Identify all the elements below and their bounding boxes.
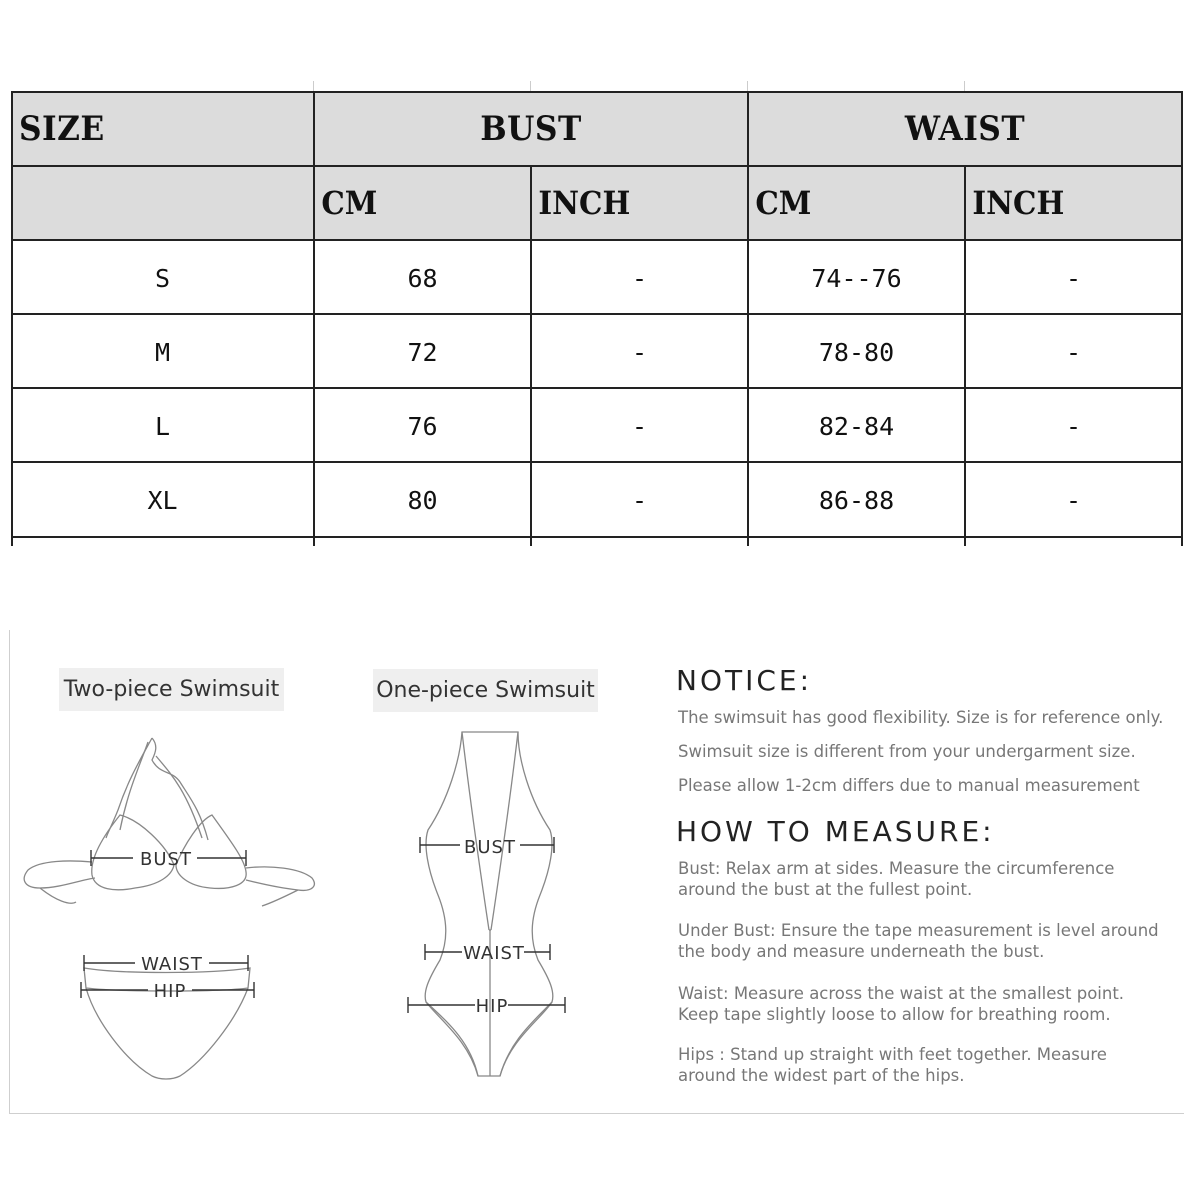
bust-inch-cell: -	[631, 411, 648, 441]
waist-cm-cell: 74--76	[811, 263, 902, 293]
how-to-measure-title: HOW TO MEASURE:	[676, 815, 995, 848]
size-cell: M	[154, 337, 171, 367]
header-waist: WAIST	[904, 109, 1026, 149]
grid-stub	[530, 81, 531, 91]
header-size: SIZE	[19, 109, 105, 149]
grid-line	[11, 387, 1183, 389]
notice-title: NOTICE:	[676, 664, 813, 697]
one-piece-title: One-piece Swimsuit	[373, 669, 598, 712]
measure-instruction: Bust: Relax arm at sides. Measure the circumference around the bust at the fullest point.	[678, 859, 1115, 899]
grid-line	[11, 313, 1183, 315]
measure-instruction: Waist: Measure across the waist at the smallest point. Keep tape slightly loose to allow for breathing room.	[678, 984, 1125, 1024]
grid-stub	[747, 81, 748, 91]
one-piece-diagram	[390, 720, 590, 1090]
bust-cm-cell: 76	[407, 411, 438, 441]
notice-line: The swimsuit has good flexibility. Size is for reference only.	[678, 708, 1164, 727]
bust-cm-cell: 68	[407, 263, 438, 293]
waist-inch-cell: -	[1065, 337, 1082, 367]
bust-inch-cell: -	[631, 337, 648, 367]
grid-line	[11, 91, 1183, 93]
notice-line: Swimsuit size is different from your undergarment size.	[678, 742, 1136, 761]
grid-line	[313, 91, 315, 546]
waist-cm-cell: 82-84	[818, 411, 895, 441]
waist-inch-cell: -	[1065, 411, 1082, 441]
notice-line: Please allow 1-2cm differs due to manual measurement	[678, 776, 1140, 795]
header-waist-cm: CM	[755, 184, 812, 222]
header-waist-inch: INCH	[972, 184, 1065, 222]
header-bust: BUST	[480, 109, 582, 149]
waist-inch-cell: -	[1065, 485, 1082, 515]
grid-stub	[964, 81, 965, 91]
waist-cm-cell: 78-80	[818, 337, 895, 367]
grid-line	[747, 91, 749, 546]
grid-line	[11, 165, 1183, 167]
bust-inch-cell: -	[631, 485, 648, 515]
measure-instruction: Under Bust: Ensure the tape measurement is level around the body and measure underneath the bust.	[678, 921, 1159, 961]
waist-cm-cell: 86-88	[818, 485, 895, 515]
one-piece-bust-label: BUST	[464, 837, 516, 858]
one-piece-waist-label: WAIST	[463, 943, 525, 964]
two-piece-waist-label: WAIST	[141, 954, 203, 975]
grid-line	[11, 461, 1183, 463]
two-piece-hip-label: HIP	[153, 981, 187, 1002]
bust-cm-cell: 72	[407, 337, 438, 367]
grid-line	[530, 165, 532, 546]
bust-inch-cell: -	[631, 263, 648, 293]
waist-inch-cell: -	[1065, 263, 1082, 293]
grid-line	[11, 91, 13, 546]
two-piece-title: Two-piece Swimsuit	[59, 668, 284, 711]
size-cell: S	[154, 263, 171, 293]
size-cell: L	[154, 411, 171, 441]
header-bust-inch: INCH	[538, 184, 631, 222]
header-bust-cm: CM	[321, 184, 378, 222]
measure-instruction: Hips : Stand up straight with feet together. Measure around the widest part of the hips.	[678, 1045, 1107, 1085]
two-piece-diagram	[0, 720, 340, 1100]
grid-line	[11, 536, 1183, 538]
size-chart-table	[11, 91, 1183, 546]
grid-line	[11, 239, 1183, 241]
size-cell: XL	[147, 485, 178, 515]
grid-line	[1181, 91, 1183, 546]
two-piece-bust-label: BUST	[140, 849, 192, 870]
grid-stub	[313, 81, 314, 91]
one-piece-hip-label: HIP	[475, 996, 509, 1017]
bust-cm-cell: 80	[407, 485, 438, 515]
grid-line	[964, 165, 966, 546]
